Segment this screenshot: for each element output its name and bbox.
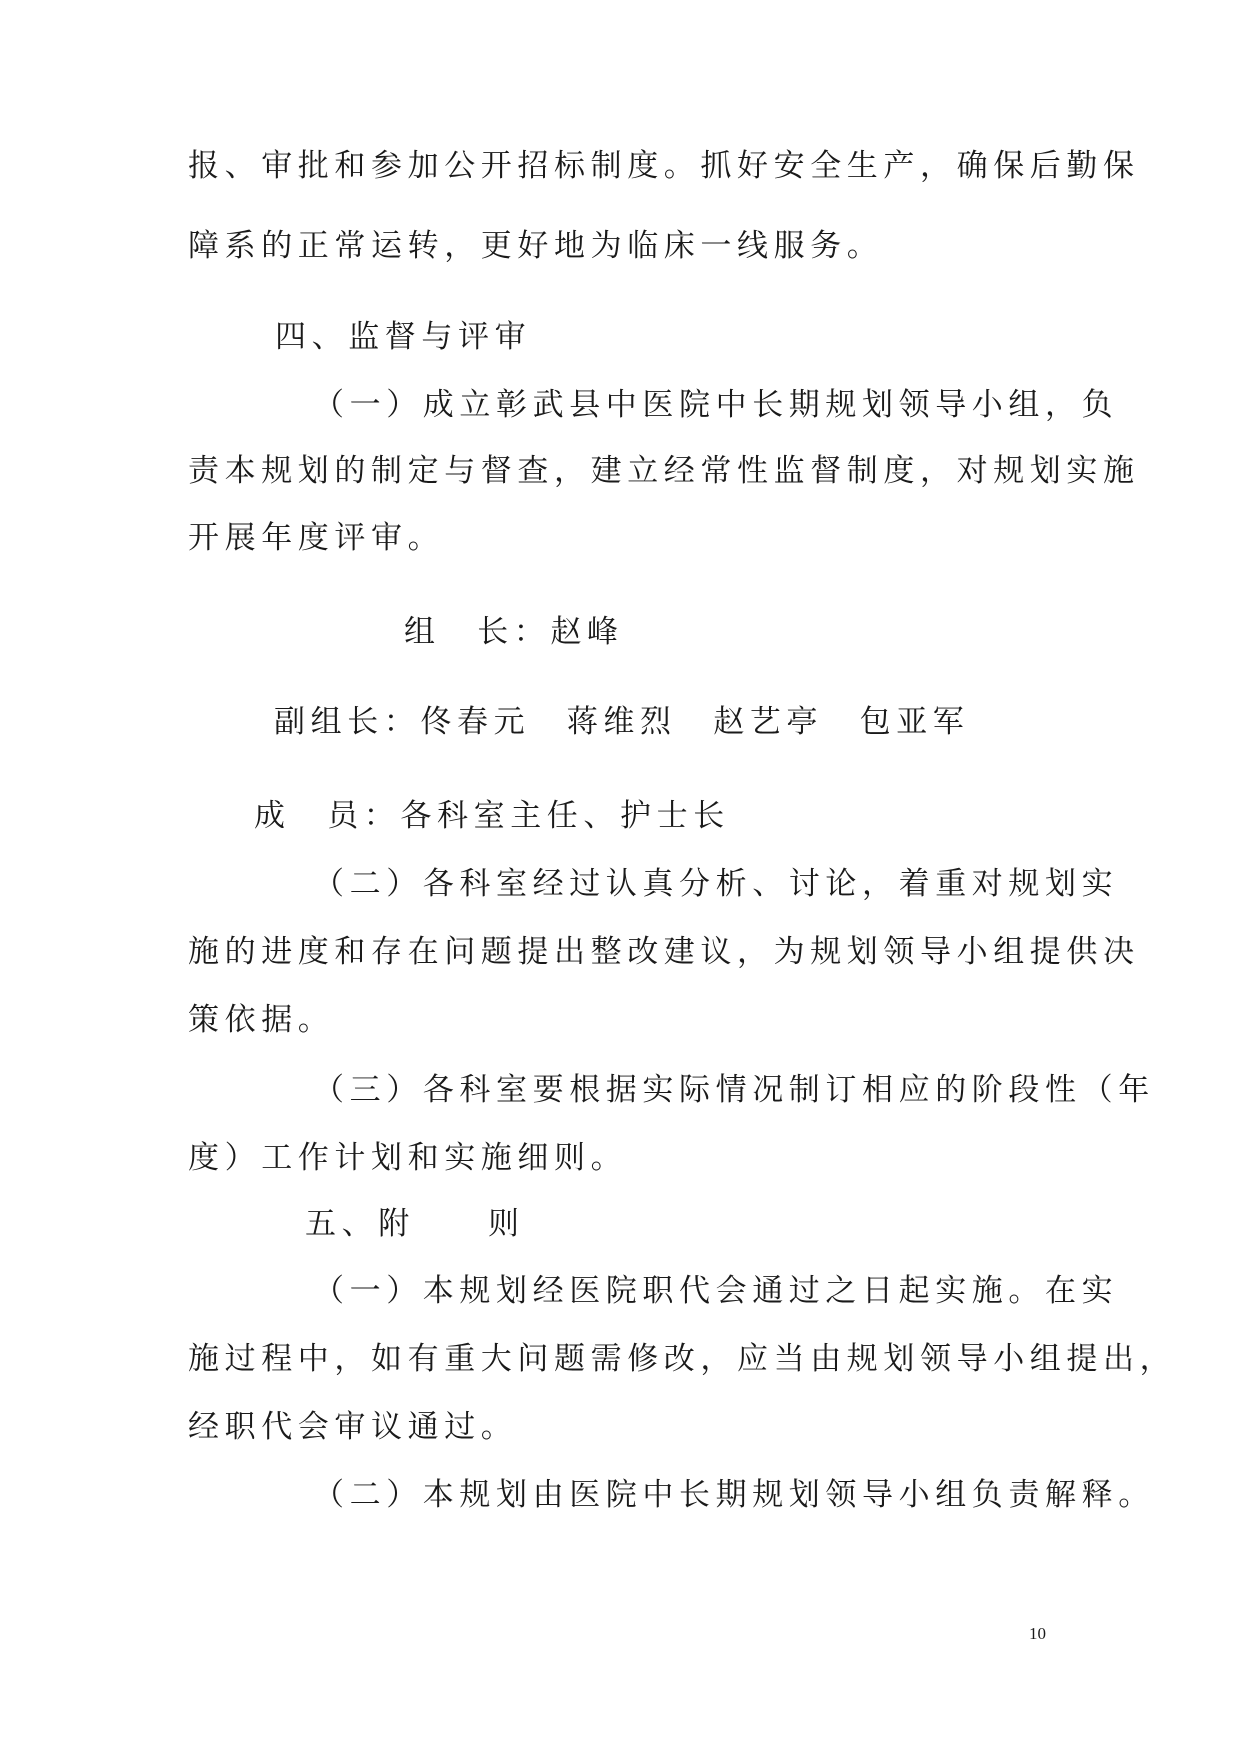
paragraph-line: 开展年度评审。 bbox=[188, 520, 445, 556]
member-line-members: 成 员：各科室主任、护士长 bbox=[254, 798, 730, 834]
section-heading: 四、监督与评审 bbox=[275, 319, 532, 355]
section-heading: 五、附 则 bbox=[305, 1206, 525, 1242]
paragraph-line: 障系的正常运转，更好地为临床一线服务。 bbox=[188, 228, 884, 264]
paragraph-line: （一）成立彰武县中医院中长期规划领导小组，负 bbox=[313, 387, 1119, 423]
member-line-leader: 组 长：赵峰 bbox=[404, 614, 624, 650]
paragraph-line: 经职代会审议通过。 bbox=[188, 1409, 518, 1445]
member-line-deputy: 副组长：佟春元 蒋维烈 赵艺亭 包亚军 bbox=[274, 704, 970, 740]
paragraph-line: （三）各科室要根据实际情况制订相应的阶段性（年 bbox=[313, 1072, 1155, 1108]
paragraph-line: 施过程中，如有重大问题需修改，应当由规划领导小组提出， bbox=[188, 1341, 1177, 1377]
paragraph-line: （二）各科室经过认真分析、讨论，着重对规划实 bbox=[313, 866, 1119, 902]
paragraph-line: （二）本规划由医院中长期规划领导小组负责解释。 bbox=[313, 1477, 1155, 1513]
paragraph-line: （一）本规划经医院职代会通过之日起实施。在实 bbox=[313, 1273, 1119, 1309]
paragraph-line: 报、审批和参加公开招标制度。抓好安全生产，确保后勤保 bbox=[188, 148, 1140, 184]
paragraph-line: 施的进度和存在问题提出整改建议，为规划领导小组提供决 bbox=[188, 934, 1140, 970]
paragraph-line: 度）工作计划和实施细则。 bbox=[188, 1140, 628, 1176]
paragraph-line: 责本规划的制定与督查，建立经常性监督制度，对规划实施 bbox=[188, 453, 1140, 489]
paragraph-line: 策依据。 bbox=[188, 1002, 335, 1038]
page-number: 10 bbox=[1029, 1624, 1046, 1643]
